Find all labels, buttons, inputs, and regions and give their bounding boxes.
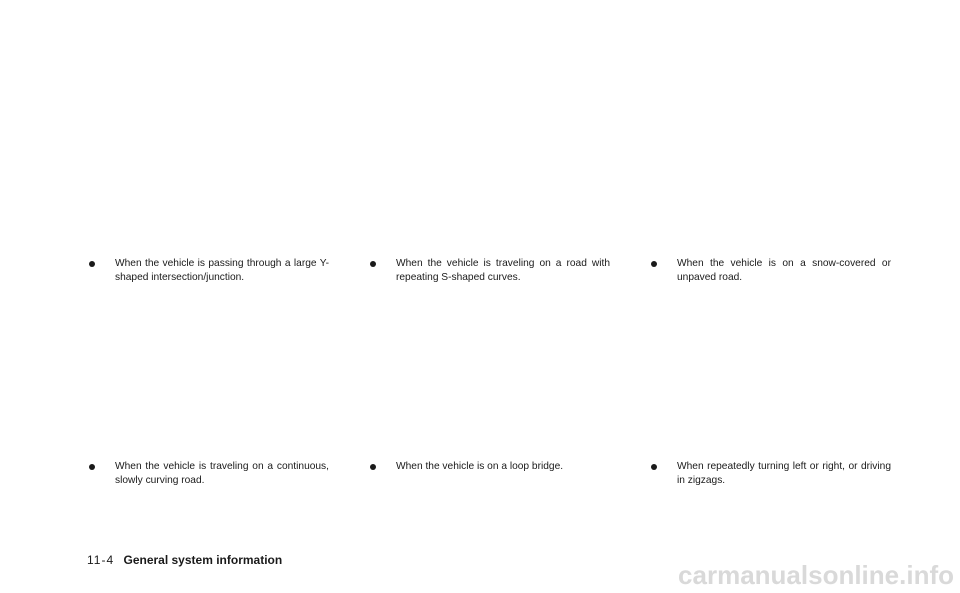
bullet-text: When the vehicle is traveling on a road with repeating S-shaped curves. — [396, 258, 610, 283]
bullet-item-loop-bridge — [370, 460, 610, 474]
bullet-icon — [89, 464, 95, 470]
bullet-text: When the vehicle is passing through a large Y-shaped intersection/junction. — [115, 258, 329, 283]
bullet-text: When the vehicle is traveling on a continuous, slowly curving road. — [115, 461, 329, 486]
bullet-item-curving-road — [89, 460, 329, 487]
bullet-text: When the vehicle is on a snow-covered or unpaved road. — [677, 258, 891, 283]
bullet-item-s-curves — [370, 257, 610, 284]
bullet-icon — [370, 464, 376, 470]
bullet-icon — [89, 261, 95, 267]
bullet-item-y-intersection — [89, 257, 329, 284]
bullet-icon — [651, 464, 657, 470]
section-title: General system information — [123, 553, 283, 567]
bullet-icon — [651, 261, 657, 267]
bullet-text: When the vehicle is on a loop bridge. — [396, 461, 564, 472]
watermark: carmanualsonline.info — [678, 560, 954, 590]
bullet-icon — [370, 261, 376, 267]
bullet-item-zigzag — [651, 460, 891, 487]
page-number: 11-4 — [87, 553, 115, 567]
bullet-item-snow-road — [651, 257, 891, 284]
bullet-text: When repeatedly turning left or right, or driving in zigzags. — [677, 461, 891, 486]
page-footer — [87, 553, 282, 567]
